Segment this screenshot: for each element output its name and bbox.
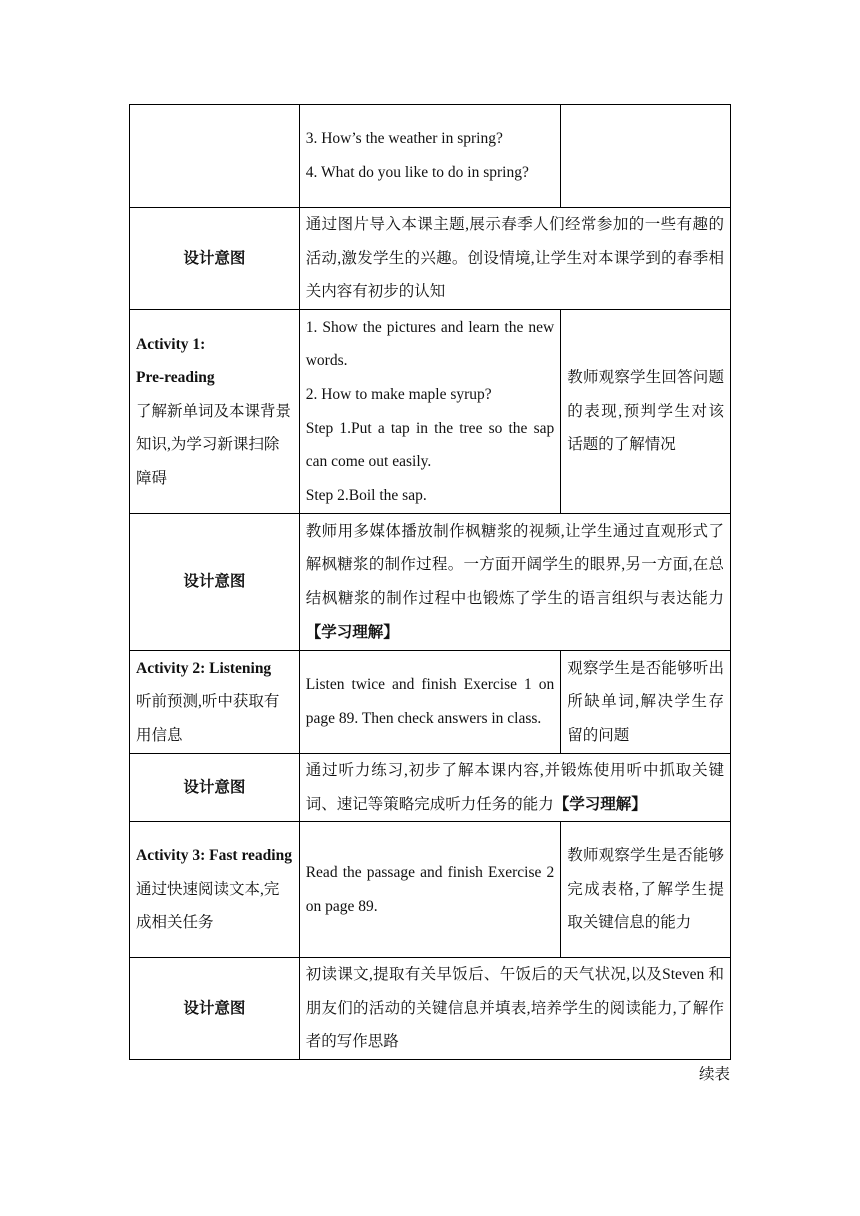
intent-text-cell [299, 754, 730, 822]
intent-text-cell [299, 958, 730, 1060]
intent-text: 通过图片导入本课主题,展示春季人们经常参加的一些有趣的活动,激发学生的兴趣。创设情境,让学生对本课学到的春季相关内容有初步的认知 [305, 216, 724, 301]
intent-text: 通过听力练习,初步了解本课内容,并锻炼使用听中抓取关键词、速记等策略完成听力任务的能力【学习理解】 [305, 762, 724, 813]
intent-label: 设计意图 [130, 958, 300, 1060]
activity-cell [130, 822, 300, 958]
table-row [130, 754, 731, 822]
activity-title: Activity 2: Listening [136, 659, 272, 677]
content-line: Listen twice and finish Exercise 1 on page 89. Then check answers in class. [305, 676, 555, 727]
intent-text-cell [299, 514, 730, 651]
evaluation-cell [561, 822, 731, 958]
content-line: 3. How’s the weather in spring? [305, 130, 503, 148]
content-line: Read the passage and finish Exercise 2 on page 89. [305, 864, 555, 915]
activity-cell [130, 651, 300, 754]
table-row [130, 514, 731, 651]
intent-label: 设计意图 [130, 754, 300, 822]
intent-label: 设计意图 [130, 208, 300, 310]
activity-title: Activity 1: [136, 335, 206, 353]
content-line: 1. Show the pictures and learn the new words. [305, 318, 555, 370]
activity-subtitle: Pre-reading [136, 369, 215, 387]
lesson-plan-table [129, 104, 731, 1060]
content-line: 4. What do you like to do in spring? [305, 164, 529, 181]
evaluation-cell [561, 310, 731, 514]
content-cell [299, 651, 561, 754]
table-row [130, 822, 731, 958]
evaluation-cell [561, 651, 731, 754]
activity-title: Activity 3: Fast reading [136, 847, 292, 865]
table-row [130, 958, 731, 1060]
activity-desc: 了解新单词及本课背景知识,为学习新课扫除障碍 [136, 402, 292, 487]
content-line: 2. How to make maple syrup? [305, 385, 492, 403]
table-row [130, 651, 731, 754]
content-cell [299, 105, 561, 208]
activity-cell [130, 105, 300, 208]
activity-desc: 通过快速阅读文本,完成相关任务 [136, 880, 280, 932]
evaluation-cell [561, 105, 731, 208]
table-row [130, 105, 731, 208]
continued-note: 续表 [698, 1066, 730, 1083]
content-line: Step 2.Boil the sap. [305, 486, 427, 504]
table-row [130, 208, 731, 310]
table-row [130, 310, 731, 514]
content-cell [299, 822, 561, 958]
evaluation-text: 教师观察学生是否能够完成表格,了解学生提取关键信息的能力 [567, 847, 724, 932]
activity-desc: 听前预测,听中获取有用信息 [136, 693, 280, 744]
activity-cell [130, 310, 300, 514]
intent-text-cell [299, 208, 730, 310]
intent-label: 设计意图 [130, 514, 300, 651]
content-cell [299, 310, 561, 514]
evaluation-text: 观察学生是否能够听出所缺单词,解决学生存留的问题 [567, 659, 724, 744]
intent-text: 初读课文,提取有关早饭后、午饭后的天气状况,以及Steven 和朋友们的活动的关键信息并填表,培养学生的阅读能力,了解作者的写作思路 [305, 966, 724, 1051]
content-line: Step 1.Put a tap in the tree so the sap can come out easily. [305, 419, 555, 471]
evaluation-text: 教师观察学生回答问题的表现,预判学生对该话题的了解情况 [567, 369, 724, 454]
intent-text: 教师用多媒体播放制作枫糖浆的视频,让学生通过直观形式了解枫糖浆的制作过程。一方面开阔学生的眼界,另一方面,在总结枫糖浆的制作过程中也锻炼了学生的语言组织与表达能力【学习理解】 [305, 522, 724, 641]
